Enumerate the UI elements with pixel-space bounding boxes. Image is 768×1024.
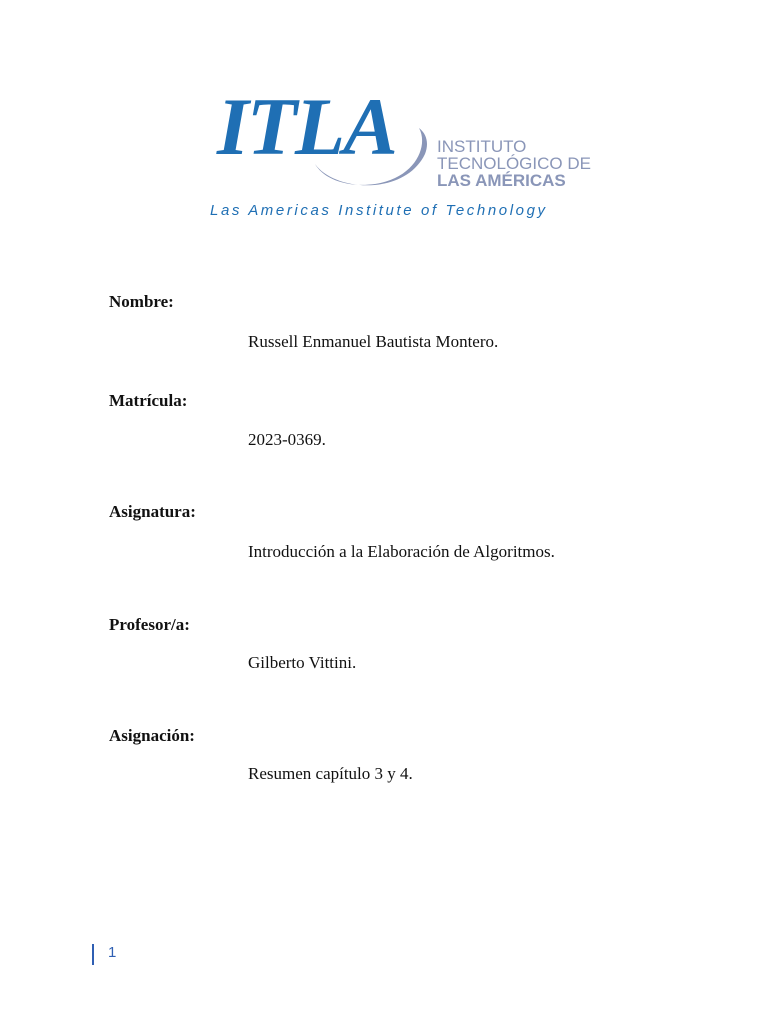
field-label-asignacion: Asignación: (109, 726, 195, 745)
field-label-matricula: Matrícula: (109, 391, 188, 410)
page-number-marker (92, 944, 94, 965)
logo-tagline: Las Americas Institute of Technology (210, 202, 548, 219)
logo-institute-line-3: LAS AMÉRICAS (437, 171, 566, 190)
field-value-profesor: Gilberto Vittini. (248, 653, 357, 672)
field-label-profesor: Profesor/a: (109, 615, 190, 634)
field-label-asignatura: Asignatura: (109, 502, 196, 521)
logo-wordmark: ITLA (217, 81, 396, 172)
field-value-asignacion: Resumen capítulo 3 y 4. (248, 764, 413, 783)
logo-institute-line-1: INSTITUTO (437, 137, 527, 156)
field-value-nombre: Russell Enmanuel Bautista Montero. (248, 332, 499, 351)
logo-institute-name (437, 138, 591, 189)
field-label-nombre: Nombre: (109, 292, 174, 311)
page-number: 1 (108, 944, 117, 961)
field-value-matricula: 2023-0369. (248, 430, 326, 449)
field-value-asignatura: Introducción a la Elaboración de Algoritmos. (248, 542, 555, 561)
itla-logo (205, 81, 605, 226)
logo-institute-line-2: TECNOLÓGICO DE (437, 154, 591, 173)
